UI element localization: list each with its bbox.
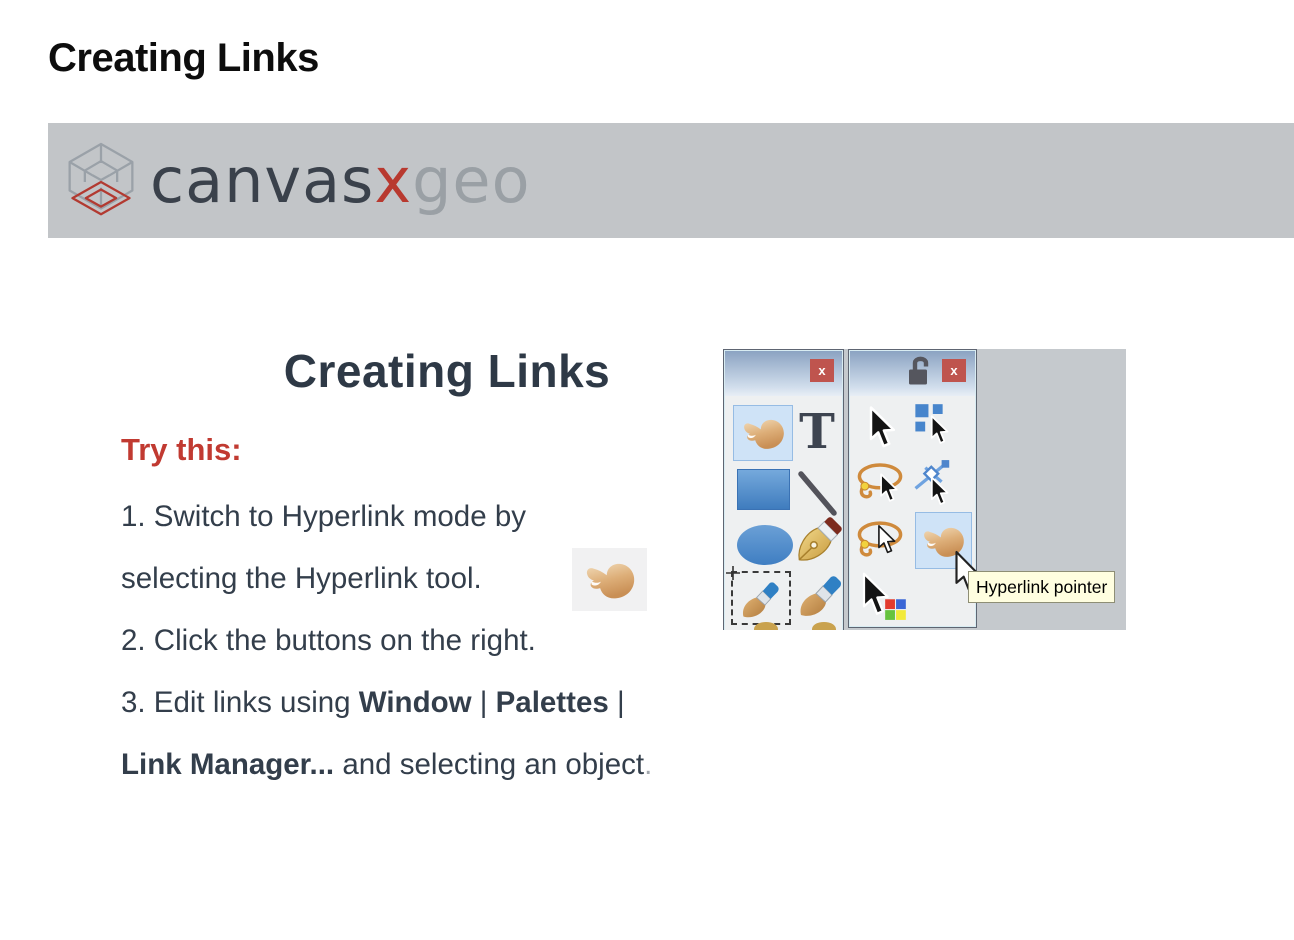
cropped-tool-icon: [812, 622, 836, 630]
multi-select-arrow-tool[interactable]: [911, 400, 959, 452]
lasso-arrow-icon: [854, 459, 906, 509]
step-2: 2. Click the buttons on the right.: [121, 624, 536, 657]
step-3-sep: |: [471, 686, 496, 719]
brand-banner: [48, 123, 1294, 238]
unlocked-padlock-icon[interactable]: [907, 354, 937, 390]
lasso-arrow-tool[interactable]: [853, 458, 907, 510]
text-tool[interactable]: [796, 406, 838, 458]
slide-heading: Creating Links: [283, 345, 611, 397]
toolbox-screenshot: [723, 349, 1126, 630]
hyperlink-tool[interactable]: [733, 405, 793, 461]
rectangle-icon: [737, 469, 790, 510]
step-1-line-2: selecting the Hyperlink tool.: [121, 562, 482, 595]
brush-icon: [739, 576, 783, 620]
marquee-brush-tool[interactable]: [731, 571, 791, 625]
brand-word-canvas: canvas: [150, 144, 375, 217]
brand-word-geo: geo: [412, 144, 531, 217]
brand-wordmark: [150, 123, 531, 238]
step-1-line-1: 1. Switch to Hyperlink mode by: [121, 500, 526, 533]
paintbrush-tool[interactable]: [796, 568, 846, 620]
paintbrush-icon: [797, 569, 845, 619]
pen-tool[interactable]: [791, 515, 843, 569]
ellipse-icon: [737, 525, 793, 565]
clipped-period: .: [644, 748, 653, 781]
left-palette-titlebar[interactable]: [725, 351, 842, 396]
step-3-suffix: and selecting an object: [334, 748, 645, 781]
step-3-text: 3. Edit links using: [121, 686, 359, 719]
multi-select-icon: [913, 402, 957, 450]
menu-name-palettes: Palettes: [495, 686, 609, 719]
try-this-label: Try this:: [121, 432, 242, 467]
cropped-tool-icon: [754, 622, 778, 630]
tooltip: Hyperlink pointer: [968, 571, 1115, 603]
color-arrow-icon: [858, 571, 908, 621]
color-select-arrow-tool[interactable]: [857, 570, 909, 622]
line-tool[interactable]: [792, 466, 842, 520]
rectangle-tool[interactable]: [737, 470, 790, 509]
step-3-line-2: [121, 734, 801, 796]
left-tool-palette: [723, 349, 844, 630]
node-edit-arrow-tool[interactable]: [911, 458, 957, 510]
step-3-line-1: [121, 672, 801, 734]
ellipse-tool[interactable]: [736, 524, 794, 566]
instruction-steps: [121, 486, 801, 796]
lasso-pointer-icon: [854, 515, 906, 567]
text-tool-glyph: T: [799, 404, 835, 460]
page-title: Creating Links: [48, 36, 319, 80]
lasso-pointer-tool[interactable]: [853, 514, 907, 568]
step-3-sep2: |: [608, 686, 625, 719]
line-icon: [793, 467, 841, 519]
menu-name-window: Window: [358, 686, 472, 719]
menu-name-link-manager: Link Manager...: [121, 748, 335, 781]
canvasx-cube-logo-icon: [63, 139, 139, 223]
pen-nib-icon: [792, 517, 842, 567]
brand-word-x: x: [374, 144, 413, 217]
selection-arrow-tool[interactable]: [863, 404, 901, 452]
hyperlink-hand-inline-icon: [572, 548, 647, 611]
plus-mark-icon: [725, 565, 741, 581]
hyperlink-hand-icon: [583, 557, 637, 602]
close-icon[interactable]: x: [942, 359, 966, 382]
node-edit-icon: [912, 459, 956, 509]
close-icon[interactable]: x: [810, 359, 834, 382]
right-palette-titlebar[interactable]: [850, 351, 975, 396]
black-arrow-icon: [866, 406, 898, 450]
hyperlink-hand-icon: [741, 414, 786, 452]
